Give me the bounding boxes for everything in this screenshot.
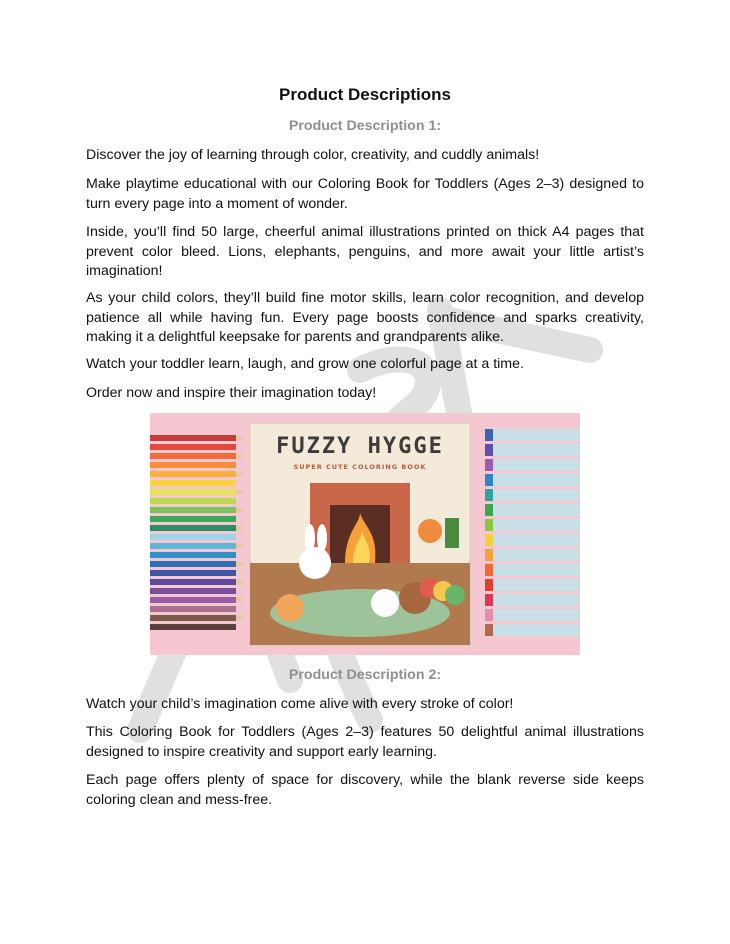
- section-1-paragraph: Order now and inspire their imagination today!: [86, 385, 377, 401]
- section-1-paragraph: As your child colors, they’ll build fine motor skills, learn color recognition, and develop patience all while having fun. Every page boosts confidence and sparks creativity, making it a delightful keepsake for parents and grandparents alike.: [86, 290, 644, 345]
- product-photo-illustration: [150, 413, 580, 655]
- section-2-paragraph: Watch your child’s imagination come alive with every stroke of color!: [86, 696, 514, 712]
- section-2-heading: Product Description 2:: [288, 667, 442, 683]
- page-title: Product Descriptions: [279, 85, 451, 104]
- section-2-paragraph: This Coloring Book for Toddlers (Ages 2–3) features 50 delightful animal illustrations designed to inspire creativity and support early learning.: [86, 724, 644, 760]
- section-1-paragraph: Watch your toddler learn, laugh, and grow one colorful page at a time.: [86, 356, 524, 372]
- product-photo: [150, 413, 580, 655]
- coloring-book-cover: [250, 423, 470, 645]
- book-subtitle: SUPER CUTE COLORING BOOK: [293, 463, 427, 471]
- section-1-paragraph: Inside, you’ll find 50 large, cheerful animal illustrations printed on thick A4 pages that prevent color bleed. Lions, elephants, penguins, and more await your little artist’s imagination!: [86, 224, 644, 279]
- section-1-paragraph: Make playtime educational with our Coloring Book for Toddlers (Ages 2–3) designed to turn every page into a moment of wonder.: [86, 176, 644, 212]
- section-1-heading: Product Description 1:: [288, 118, 442, 134]
- book-title: FUZZY HYGGE: [276, 434, 444, 459]
- section-2-paragraph: Each page offers plenty of space for discovery, while the blank reverse side keeps coloring clean and mess-free.: [86, 772, 644, 808]
- section-1-paragraph: Discover the joy of learning through color, creativity, and cuddly animals!: [86, 147, 540, 163]
